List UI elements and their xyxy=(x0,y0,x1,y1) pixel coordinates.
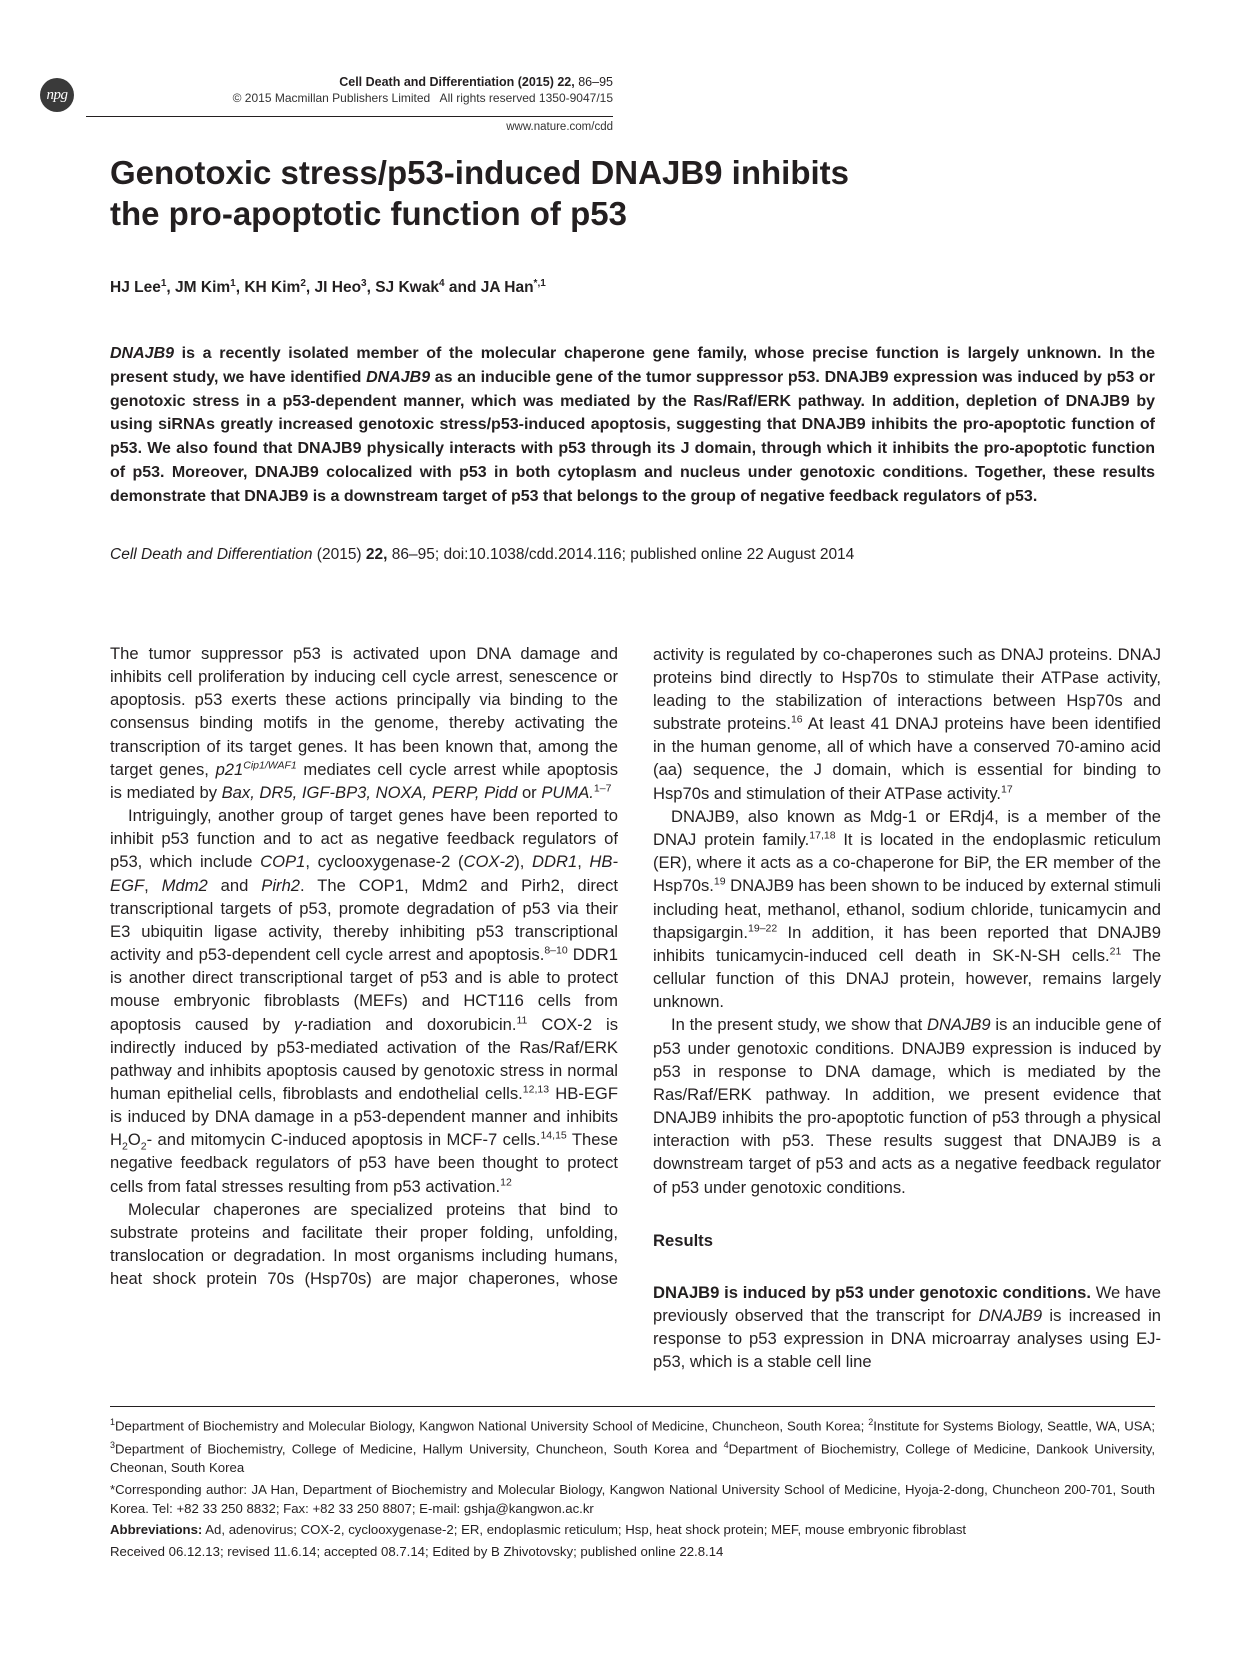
abstract xyxy=(110,342,1155,509)
gene-name: DNAJB9 xyxy=(366,368,431,386)
gene-name: DNAJB9 xyxy=(927,1015,991,1035)
article-title xyxy=(110,152,1160,234)
author-name: KH Kim xyxy=(244,279,301,297)
title-line-1: Genotoxic stress/p53-induced DNAJB9 inhibits xyxy=(110,154,849,191)
abbreviations-label: Abbreviations: xyxy=(110,1522,203,1538)
title-line-2: the pro-apoptotic function of p53 xyxy=(110,195,627,232)
running-head xyxy=(233,74,613,106)
citation-volume: 22, xyxy=(365,546,388,563)
run-in-heading: DNAJB9 is induced by p53 under genotoxic conditions. xyxy=(653,1282,1091,1302)
reference-citation[interactable]: 14,15 xyxy=(540,1129,567,1142)
author-affiliation: 1 xyxy=(160,278,167,289)
page-header xyxy=(0,0,1241,140)
body-column-right-flow xyxy=(653,642,1161,805)
reference-citation[interactable]: 12,13 xyxy=(522,1083,550,1096)
abstract-text: as an inducible gene of the tumor suppressor p53. DNAJB9 expression was induced by p53 or genotoxic stress in a p53-dependent manner, which was mediated by the Ras/Raf/ERK pathway. In addition, depletion of DNAJB9 by using siRNAs greatly increased genotoxic stress/p53-induced apoptosis, suggesting that DNAJB9 inhibits the pro-apoptotic function of p53. We also found that DNAJB9 physically interacts with p53 through its J domain, through which it inhibits the pro-apoptotic function of p53. Moreover, DNAJB9 colocalized with p53 in both cytoplasm and nucleus under genotoxic conditions. Together, these results demonstrate that DNAJB9 is a downstream target of p53 that belongs to the group of negative feedback regulators of p53. xyxy=(110,368,1155,505)
corresponding-author-footnote: *Corresponding author: JA Han, Department of Biochemistry and Molecular Biology, Kangwon National University School of Medicine, Hyoja-2-dong, Chuncheon 200-701, South Korea. Tel: +82 33 250 8832; Fax: +82 33 250 8807; E-mail: gshja@kangwon.ac.kr xyxy=(110,1481,1155,1516)
copyright-line: © 2015 Macmillan Publishers Limited All rights reserved 1350-9047/15 xyxy=(232,91,613,105)
author-name: HJ Lee xyxy=(110,279,161,297)
author-separator: , xyxy=(305,279,315,297)
citation-year: (2015) xyxy=(312,546,366,563)
body-paragraph: Intriguingly, another group of target genes have been reported to inhibit p53 function and to act as negative feedback regulators of p53, which include COP1, cyclooxygenase-2 (COX-2), DDR1, HB-EGF, Mdm2 and Pirh2. The COP1, Mdm2 and Pirh2, direct transcriptional targets of p53, promote degradation of p53 via their E3 ubiquitin ligase activity, thereby inhibiting p53 transcriptional activity and p53-dependent cell cycle arrest and apoptosis.$^{8-10}$ DDR1 is another direct transcriptional target of p53 and is able to protect mouse embryonic fibroblasts (MEFs) and HCT116 cells from apoptosis caused by γ-radiation and doxorubicin.$^{11}$ COX-2 is indirectly induced by p53-mediated activation of the Ras/Raf/ERK pathway and inhibits apoptosis caused by genotoxic stress in normal human epithelial cells, fibroblasts and endothelial cells.$^{12,13}$ HB-EGF is induced by DNA damage in a p53-dependent manner and inhibits $H_2O_2-$ and mitomycin C-induced apoptosis in MCF-7 cells.$^{14,15}$ These negative feedback regulators of p53 have been thought to protect cells from fatal stresses resulting from p53 activation.$^{12}$ xyxy=(110,806,618,1196)
body-paragraph-continued: activity is regulated by co-chaperones such as DNAJ proteins. DNAJ proteins bind directly to Hsp70s to stimulate their ATPase activity, leading to the stabilization of interactions between Hsp70s and substrate proteins.$^{16}$ At least 41 DNAJ proteins have been identified in the human genome, all of which have a conserved 70-amino acid (aa) sequence, the J domain, which is essential for binding to Hsp70s and stimulation of their ATPase activity.$^{17}$ xyxy=(653,644,1161,803)
footnote-rule xyxy=(110,1406,1155,1407)
reference-citation[interactable]: 1–7 xyxy=(593,782,612,795)
author-affiliation: 2 xyxy=(300,278,306,289)
gene-name: Bax, DR5, IGF-BP3, NOXA, PERP, Pidd xyxy=(221,782,518,802)
body-column-right-content xyxy=(653,805,1161,1373)
reference-citation[interactable]: 11 xyxy=(516,1013,528,1026)
reference-citation[interactable]: 16 xyxy=(790,713,803,726)
reference-citation[interactable]: 12 xyxy=(500,1176,512,1189)
author-separator: , xyxy=(366,279,376,297)
author-conjunction: and xyxy=(444,279,481,297)
reference-citation[interactable]: 21 xyxy=(1109,945,1122,958)
reference-citation[interactable]: 19 xyxy=(713,875,726,888)
affiliations-footnote: $^1$Department of Biochemistry and Molecular Biology, Kangwon National University School of Medicine, Chuncheon, South Korea; $^2$Institute for Systems Biology, Seattle, WA, USA; $^3$Department of Biochemistry, College of Medicine, Hallym University, Chuncheon, South Korea and $^4$Department of Biochemistry, College of Medicine, Dankook University, Cheonan, South Korea xyxy=(110,1417,1155,1476)
reference-citation[interactable]: 17,18 xyxy=(809,829,836,842)
results-heading: Results xyxy=(653,1230,713,1250)
author-name: JM Kim xyxy=(175,279,231,297)
citation-doi: 86–95; doi:10.1038/cdd.2014.116; published online 22 August 2014 xyxy=(387,546,855,563)
author-affiliation: 1 xyxy=(230,278,236,289)
body-column-left xyxy=(110,642,618,1290)
journal-name: Cell Death and Differentiation xyxy=(339,75,515,89)
author-separator: , xyxy=(235,279,245,297)
article-citation xyxy=(110,546,854,564)
gene-name: DNAJB9 xyxy=(110,345,175,362)
reference-citation[interactable]: 19–22 xyxy=(748,922,778,935)
footnotes xyxy=(110,1413,1155,1563)
author-affiliation: *,1 xyxy=(533,278,546,289)
gene-name: p21 xyxy=(215,759,244,779)
author-separator: , xyxy=(166,279,176,297)
citation-journal: Cell Death and Differentiation xyxy=(110,546,313,563)
reference-citation[interactable]: 17 xyxy=(1001,783,1013,796)
journal-volume: 22, xyxy=(557,75,575,89)
reference-citation[interactable]: 8–10 xyxy=(544,944,568,957)
author-name: JA Han xyxy=(480,279,534,297)
body-paragraph: The tumor suppressor p53 is activated upon DNA damage and inhibits cell proliferation by inducing cell cycle arrest, senescence or apoptosis. p53 exerts these actions principally via binding to the consensus binding motifs in the genome, thereby activating the transcription of its target genes. It has been known that, among the target genes, $p21^{Cip1/WAF1}$ mediates cell cycle arrest while apoptosis is mediated by Bax, DR5, IGF-BP3, NOXA, PERP, Pidd or PUMA.$^{1-7}$ xyxy=(110,644,618,802)
author-affiliation: 4 xyxy=(438,278,445,289)
body-paragraph: Molecular chaperones are specialized proteins that bind to substrate proteins and facilitate their proper folding, unfolding, translocation or degradation. In most organisms including humans, heat shock protein 70s (Hsp70s) are major chaperones, whose xyxy=(110,1199,618,1289)
journal-year: (2015) xyxy=(517,75,554,89)
abbreviations-text: Ad, adenovirus; COX-2, cyclooxygenase-2; ER, endoplasmic reticulum; Hsp, heat shock protein; MEF, mouse embryonic fibroblast xyxy=(202,1522,967,1538)
journal-citation-line xyxy=(233,74,613,90)
body-column-right xyxy=(653,642,1161,1373)
abstract-text: is a recently isolated member of the molecular chaperone gene family, whose precise function is largely unknown. In the present study, we have identified xyxy=(110,345,1155,386)
header-rule xyxy=(86,116,613,117)
received-dates-footnote: Received 06.12.13; revised 11.6.14; accepted 08.7.14; Edited by B Zhivotovsky; published online 22.8.14 xyxy=(110,1543,724,1559)
author-name: JI Heo xyxy=(314,279,362,297)
body-paragraph: DNAJB9 is induced by p53 under genotoxic conditions. We have previously observed that the transcript for DNAJB9 is increased in response to p53 expression in DNA microarray analyses using EJ-p53, which is a stable cell line xyxy=(653,1282,1162,1372)
gene-name: PUMA. xyxy=(541,782,594,802)
body-paragraph: DNAJB9, also known as Mdg-1 or ERdj4, is a member of the DNAJ protein family.$^{17,18}$ It is located in the endoplasmic reticulum (ER), where it acts as a co-chaperone for BiP, the ER member of the Hsp70s.$^{19}$ DNAJB9 has been shown to be induced by external stimuli including heat, methanol, ethanol, sodium chloride, tunicamycin and thapsigargin.$^{19-22}$ In addition, it has been reported that DNAJB9 inhibits tunicamycin-induced cell death in SK-N-SH cells.$^{21}$ The cellular function of this DNAJ protein, however, remains largely unknown. xyxy=(653,807,1161,1012)
abbreviations-footnote xyxy=(110,1520,1155,1539)
author-name: SJ Kwak xyxy=(375,279,439,297)
author-affiliation: 3 xyxy=(361,278,367,289)
journal-url-link[interactable]: www.nature.com/cdd xyxy=(506,121,613,133)
npg-logo: npg xyxy=(40,78,74,112)
author-list xyxy=(110,278,546,297)
journal-pages: 86–95 xyxy=(578,75,613,89)
gene-name: DNAJB9 xyxy=(978,1305,1043,1325)
body-paragraph: In the present study, we show that DNAJB9 is an inducible gene of p53 under genotoxic conditions. DNAJB9 expression is induced by p53 in response to DNA damage, which is mediated by the Ras/Raf/ERK pathway. In addition, we present evidence that DNAJB9 inhibits the pro-apoptotic function of p53 through a physical interaction with p53. These results suggest that DNAJB9 is a downstream target of p53 and acts as a negative feedback regulator of p53 under genotoxic conditions. xyxy=(653,1015,1161,1197)
